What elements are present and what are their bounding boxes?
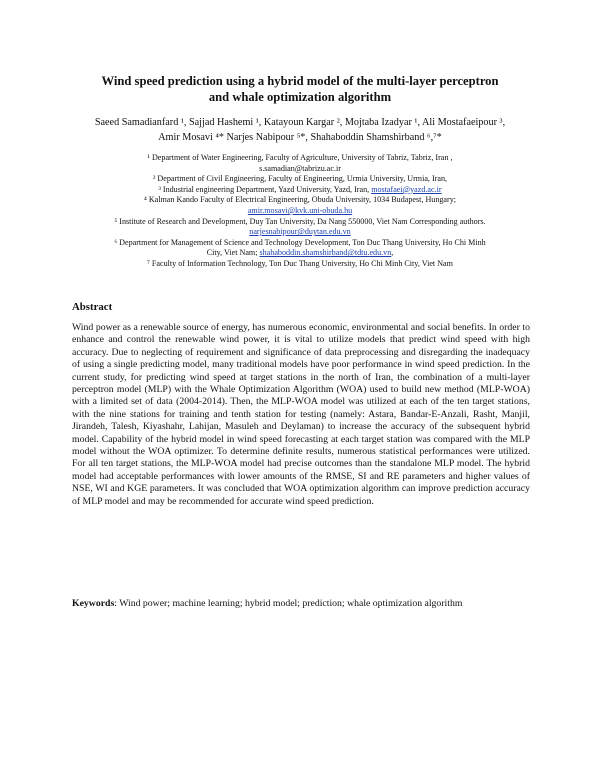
authors-line-1: Saeed Samadianfard ¹, Sajjad Hashemi ¹, Katayoun Kargar ², Mojtaba Izadyar ¹, Ali Mostafaeipour ³, — [94, 117, 506, 128]
email-link[interactable]: narjesnabipour@duytan.edu.vn — [249, 227, 351, 237]
author-list — [60, 116, 540, 145]
affiliation-text: ⁷ Faculty of Information Technology, Ton Duc Thang University, Ho Chi Minh City, Viet Nam — [147, 258, 453, 268]
affiliations — [60, 153, 540, 270]
affiliation-line — [60, 164, 540, 175]
affiliation-line — [60, 206, 540, 217]
affiliation-line — [60, 153, 540, 164]
affiliation-line — [60, 195, 540, 206]
affiliation-line — [60, 259, 540, 270]
affiliation-line — [60, 227, 540, 238]
affiliation-text: ⁶ Department for Management of Science and Technology Development, Ton Duc Thang University, Ho Chi Minh — [114, 237, 486, 247]
affiliation-line — [60, 174, 540, 185]
affiliation-text: City, Viet Nam; — [206, 248, 260, 258]
keywords — [72, 598, 530, 610]
email-link[interactable]: amir.mosavi@kvk.uni-obuda.hu — [247, 205, 353, 215]
affiliation-text: ² Department of Civil Engineering, Faculty of Engineering, Urmia University, Urmia, Iran, — [152, 174, 448, 184]
affiliation-line — [60, 185, 540, 196]
affiliation-line — [60, 248, 540, 259]
affiliation-text: ³ Industrial engineering Department, Yazd University, Yazd, Iran, — [158, 184, 372, 194]
title-line-1: Wind speed prediction using a hybrid model of the multi-layer perceptron — [101, 74, 499, 88]
affiliation-text: ⁵ Institute of Research and Development, Duy Tan University, Da Nang 550000, Viet Nam Corresponding authors. — [114, 216, 486, 226]
affiliation-suffix: , — [391, 248, 394, 258]
paper-title — [60, 73, 540, 105]
keywords-label: Keywords — [72, 598, 115, 609]
authors-line-2: Amir Mosavi ⁴* Narjes Nabipour ⁵*, Shahaboddin Shamshirband ⁶,⁷* — [158, 131, 442, 143]
email-link[interactable]: shahaboddin.shamshirband@tdtu.edu.vn — [259, 248, 392, 258]
affiliation-text: ⁴ Kalman Kando Faculty of Electrical Engineering, Obuda University, 1034 Budapest, Hungary; — [143, 195, 457, 205]
abstract-text: Wind power as a renewable source of energy, has numerous economic, environmental and social benefits. In order to enhance and control the renewable wind power, it is vital to utilize models that predict wind speed with high accuracy. Due to neglecting of requirement and significance of data preprocessing and disregarding the inadequacy of using a single predicting model, many traditional models have poor performance in wind speed prediction. In the current study, for predicting wind speed at target stations in the north of Iran, the combination of a multi-layer perceptron model (MLP) with the Whale Optimization Algorithm (WOA) used to build new method (MLP-WOA) with a limited set of data (2004-2014). Then, the MLP-WOA model was utilized at each of the ten target stations, with the nine stations for training and tenth station for testing (namely: Astara, Bandar-E-Anzali, Rasht, Manjil, Jirandeh, Talesh, Kiyashahr, Lahijan, Masuleh and Deylaman) to increase the accuracy of the subsequent hybrid model. Capability of the hybrid model in wind speed forecasting at each target station was compared with the MLP model without the WOA optimizer. To determine definite results, numerous statistical performances were utilized. For all ten target stations, the MLP-WOA model had precise outcomes than the standalone MLP model. The hybrid model had acceptable performances with lower amounts of the RMSE, SI and RE parameters and higher values of NSE, WI and KGE parameters. It was concluded that WOA optimization algorithm can improve prediction accuracy of MLP model and may be recommended for accurate wind speed prediction. — [72, 322, 530, 507]
keywords-text: : Wind power; machine learning; hybrid model; prediction; whale optimization algorithm — [114, 598, 463, 609]
email-link[interactable]: mostafaei@yazd.ac.ir — [371, 184, 442, 194]
abstract-heading: Abstract — [72, 301, 113, 313]
affiliation-text: ¹ Department of Water Engineering, Faculty of Agriculture, University of Tabriz, Tabriz, Iran , — [147, 153, 453, 162]
affiliation-line — [60, 217, 540, 228]
title-line-2: and whale optimization algorithm — [208, 90, 392, 104]
affiliation-line — [60, 238, 540, 249]
affiliation-text: s.samadian@tabrizu.ac.ir — [259, 163, 341, 173]
